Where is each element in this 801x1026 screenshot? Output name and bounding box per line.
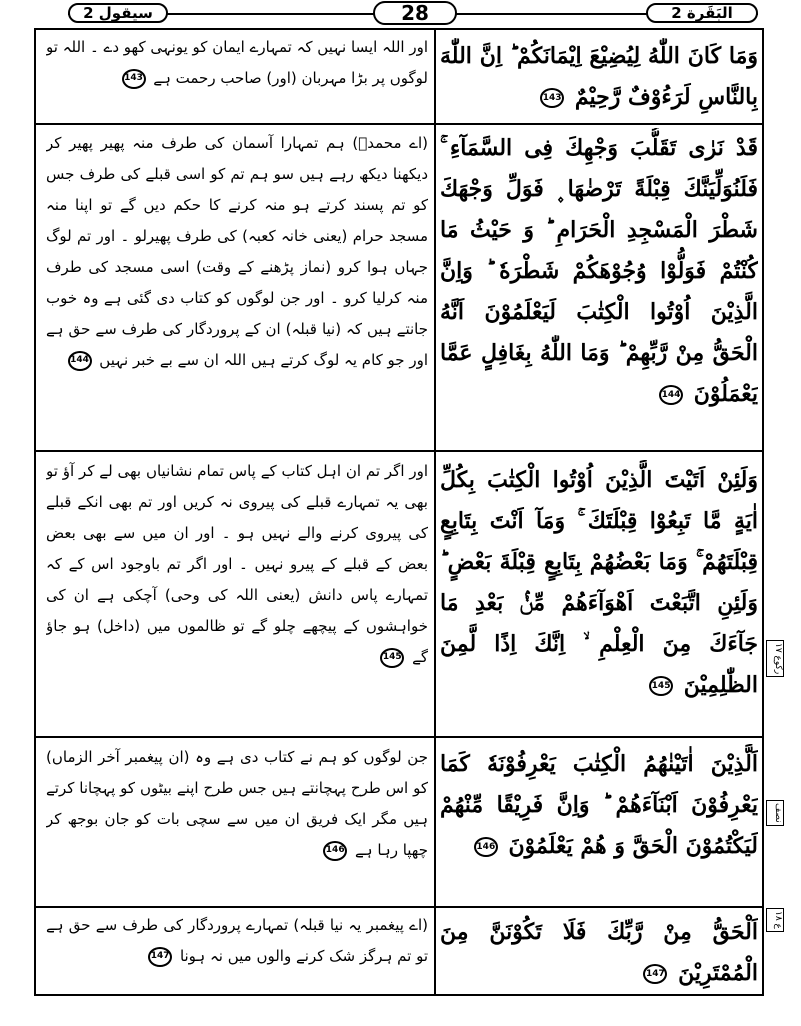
urdu-translation-146 — [46, 742, 428, 904]
ayah-marker-icon: 143 — [122, 69, 146, 89]
surah-label: البَقَرة 2 — [646, 3, 758, 23]
arabic-verse-144 — [440, 128, 758, 448]
row-rule — [36, 736, 762, 738]
urdu-text: اور اللہ ایسا نہیں کہ تمہارے ایمان کو یونہی کھو دے ۔ اللہ تو لوگوں پر بڑا مہربان (اور) صاحب رحمت ہے — [46, 38, 428, 87]
arabic-text: اَلَّذِيْنَ اٰتَيْنٰهُمُ الْكِتٰبَ يَعْرِفُوْنَهٗ كَمَا يَعْرِفُوْنَ اَبْنَآءَهُمْ ؕ وَاِنَّ فَرِيْقًا مِّنْهُمْ لَيَكْتُمُوْنَ الْحَقَّ وَ هُمْ يَعْلَمُوْنَ — [440, 751, 758, 859]
ayah-marker-icon: 147 — [148, 947, 172, 967]
ayah-marker-icon: 145 — [380, 648, 404, 668]
page-frame — [34, 28, 764, 996]
urdu-translation-144 — [46, 128, 428, 448]
arabic-verse-145 — [440, 460, 758, 734]
arabic-text: قَدْ نَرٰى تَقَلُّبَ وَجْهِكَ فِى السَّمَآءِ ۚ فَلَنُوَلِّيَنَّكَ قِبْلَةً تَرْضٰهَا ۪ فَوَلِّ وَجْهَكَ شَطْرَ الْمَسْجِدِ الْحَرَامِ ؕ وَ حَيْثُ مَا كُنْتُمْ فَوَلُّوْا وُجُوْهَكُمْ شَطْرَهٗ ؕ وَاِنَّ الَّذِيْنَ اُوْتُوا الْكِتٰبَ لَيَعْلَمُوْنَ اَنَّهُ الْحَقُّ مِنْ رَّبِّهِمْ ؕ وَمَا اللّٰهُ بِغَافِلٍ عَمَّا يَعْمَلُوْنَ — [440, 135, 758, 407]
urdu-text: (اے پیغمبر یہ نیا قبلہ) تمہارے پروردگار کی طرف سے حق ہے تو تم ہرگز شک کرنے والوں میں نہ ہونا — [46, 916, 428, 965]
ayah-marker-icon: 145 — [649, 676, 673, 696]
ayah-marker-icon: 144 — [659, 385, 683, 405]
arabic-verse-143 — [440, 36, 758, 122]
urdu-translation-143 — [46, 32, 428, 122]
urdu-translation-147 — [46, 910, 428, 994]
ayah-marker-icon: 146 — [474, 837, 498, 857]
arabic-verse-146 — [440, 744, 758, 904]
nisf-margin-mark: نصف — [766, 800, 784, 826]
ayah-marker-icon: 143 — [540, 88, 564, 108]
ruku-end-margin-mark: ع ۱۸ — [766, 908, 784, 932]
ruku-margin-mark: رکوع ۱۷ — [766, 640, 784, 677]
urdu-translation-145 — [46, 456, 428, 734]
ayah-marker-icon: 146 — [323, 841, 347, 861]
urdu-text: جن لوگوں کو ہم نے کتاب دی ہے وہ (ان پیغمبر آخر الزماں) کو اس طرح پہچانتے ہیں جس طرح اپنے بیٹوں کو پہچانا کرتے ہیں مگر ایک فریق ان میں سے سچی بات کو جان بوجھ کر چھپا رہا ہے — [46, 748, 428, 859]
page-number: 28 — [373, 1, 457, 25]
column-divider — [434, 30, 436, 994]
arabic-text: اَلْحَقُّ مِنْ رَّبِّكَ فَلَا تَكُوْنَنَّ مِنَ الْمُمْتَرِيْنَ — [440, 919, 758, 986]
juz-label: سیقول 2 — [68, 3, 168, 23]
ayah-marker-icon: 144 — [68, 351, 92, 371]
ayah-marker-icon: 147 — [643, 964, 667, 984]
arabic-text: وَمَا كَانَ اللّٰهُ لِيُضِيْعَ اِيْمَانَكُمْ ؕ اِنَّ اللّٰهَ بِالنَّاسِ لَرَءُوْفٌ رَّحِيْمٌ — [440, 43, 758, 110]
urdu-text: (اے محمدؐ) ہم تمہارا آسمان کی طرف منہ پھیر پھیر کر دیکھنا دیکھ رہے ہیں سو ہم تم کو اسی قبلے کی طرف جس کو تم پسند کرتے ہو منہ کرنے کا حکم دیں گے تو اپنا منہ مسجد حرام (یعنی خانہ کعبہ) کی طرف پھیرلو ۔ اور تم لوگ جہاں ہوا کرو (نماز پڑھنے کے وقت) اسی مسجد کی طرف منہ کرلیا کرو ۔ اور جن لوگوں کو کتاب دی گئی ہے وہ خوب جانتے ہیں کہ (نیا قبلہ) ان کے پروردگار کی طرف سے حق ہے اور جو کام یہ لوگ کرتے ہیں اللہ ان سے بے خبر نہیں — [46, 134, 428, 369]
page-header — [68, 3, 758, 25]
arabic-text: وَلَئِنْ اَتَيْتَ الَّذِيْنَ اُوْتُوا الْكِتٰبَ بِكُلِّ اٰيَةٍ مَّا تَبِعُوْا قِبْلَتَكَ ۚ وَمَآ اَنْتَ بِتَابِعٍ قِبْلَتَهُمْ ۚ وَمَا بَعْضُهُمْ بِتَابِعٍ قِبْلَةَ بَعْضٍ ؕ وَلَئِنِ اتَّبَعْتَ اَهْوَآءَهُمْ مِّنْۢ بَعْدِ مَا جَآءَكَ مِنَ الْعِلْمِ ۙ اِنَّكَ اِذًا لَّمِنَ الظّٰلِمِيْنَ — [440, 467, 758, 698]
row-rule — [36, 450, 762, 452]
row-rule — [36, 123, 762, 125]
arabic-verse-147 — [440, 912, 758, 994]
row-rule — [36, 906, 762, 908]
urdu-text: اور اگر تم ان اہل کتاب کے پاس تمام نشانیاں بھی لے کر آؤ تو بھی یہ تمہارے قبلے کی پیروی نہ کریں اور تم بھی انکے قبلے کی پیروی کرنے والے نہیں ہو ۔ اور ان میں سے بھی بعض بعض کے قبلے کے پیرو نہیں ۔ اور اگر تم باوجود اس کے کہ تمہارے پاس دانش (یعنی اللہ کی وحی) آچکی ہے ان کی خواہشوں کے پیچھے چلو گے تو ظالموں میں (داخل) ہو جاؤ گے — [46, 462, 428, 666]
